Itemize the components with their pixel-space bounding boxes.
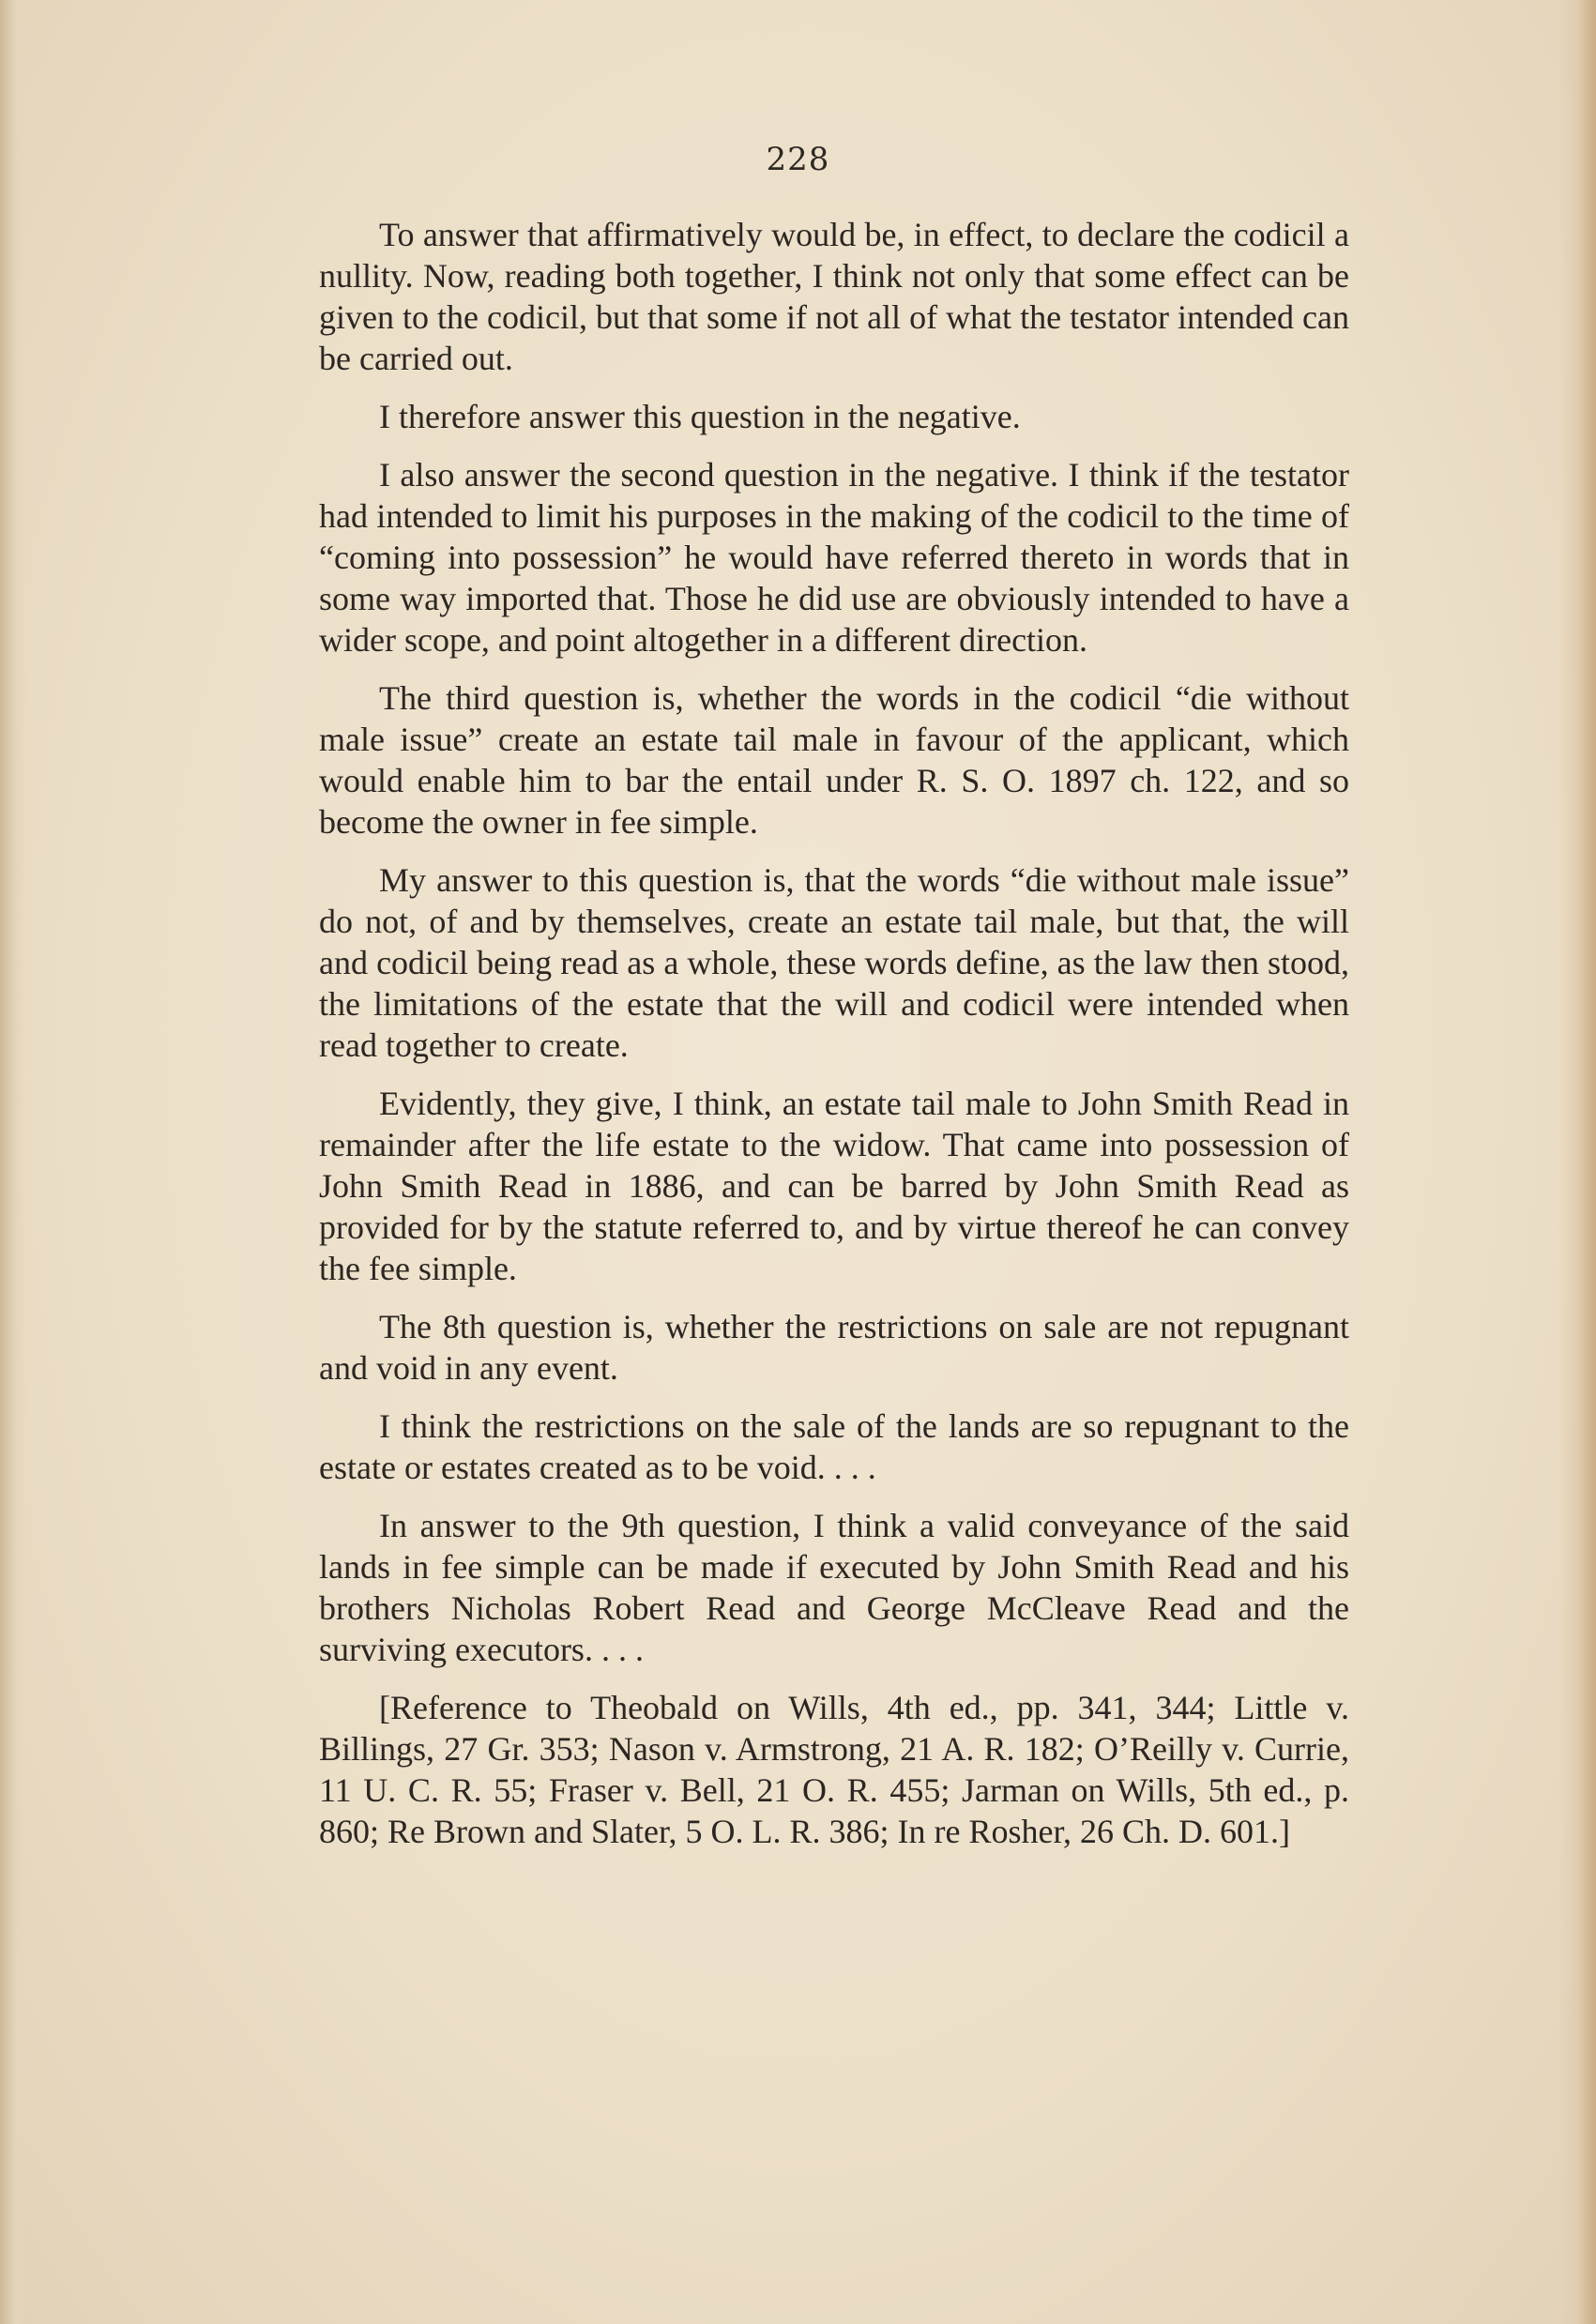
paragraph-2: I therefore answer this question in the negative. <box>379 398 1021 435</box>
paragraph-3: I also answer the second question in the negative. I think if the testator had intended to limit his purposes in the making of the codicil to the time of “coming into possession” he would have referred thereto in words that in some way imported that. Those he did use are obviously intended to have a wider scope, and point altogether in a different direction. <box>319 456 1349 659</box>
body-text <box>319 214 1349 1869</box>
paragraph-9: In answer to the 9th question, I think a valid conveyance of the said lands in fee simple can be made if executed by John Smith Read and his brothers Nicholas Robert Read and George McCleave Read and the surviving executors. . . . <box>319 1507 1349 1668</box>
page-edge <box>1558 0 1596 2324</box>
paragraph-1: To answer that affirmatively would be, in effect, to declare the codicil a nullity. Now, reading both together, I think not only that some effect can be given to the codicil, but that some if not all of what the testator intended can be carried out. <box>319 216 1349 377</box>
page-number: 228 <box>766 141 830 178</box>
paragraph-7: The 8th question is, whether the restrictions on sale are not repugnant and void in any event. <box>319 1308 1349 1387</box>
paragraph-8: I think the restrictions on the sale of the lands are so repugnant to the estate or estates created as to be void. . . . <box>319 1407 1349 1486</box>
reference-paragraph: [Reference to Theobald on Wills, 4th ed., pp. 341, 344; Little v. Billings, 27 Gr. 353; Nason v. Armstrong, 21 A. R. 182; O’Reilly v. Currie, 11 U. C. R. 55; Fraser v. Bell, 21 O. R. 455; Jarman on Wills, 5th ed., p. 860; Re Brown and Slater, 5 O. L. R. 386; In re Rosher, 26 Ch. D. 601.] <box>319 1689 1349 1850</box>
paragraph-6: Evidently, they give, I think, an estate tail male to John Smith Read in remainder after the life estate to the widow. That came into possession of John Smith Read in 1886, and can be barred by John Smith Read as provided for by the statute referred to, and by virtue thereof he can convey the fee simple. <box>319 1085 1349 1287</box>
binding-shadow <box>0 0 26 2324</box>
paragraph-5: My answer to this question is, that the words “die without male issue” do not, of and by themselves, create an estate tail male, but that, the will and codicil being read as a whole, these words define, as the law then stood, the limitations of the estate that the will and codicil were intended when read together to create. <box>319 861 1349 1064</box>
paragraph-4: The third question is, whether the words in the codicil “die without male issue” create an estate tail male in favour of the applicant, which would enable him to bar the entail under R. S. O. 1897 ch. 122, and so become the owner in fee simple. <box>319 679 1349 841</box>
